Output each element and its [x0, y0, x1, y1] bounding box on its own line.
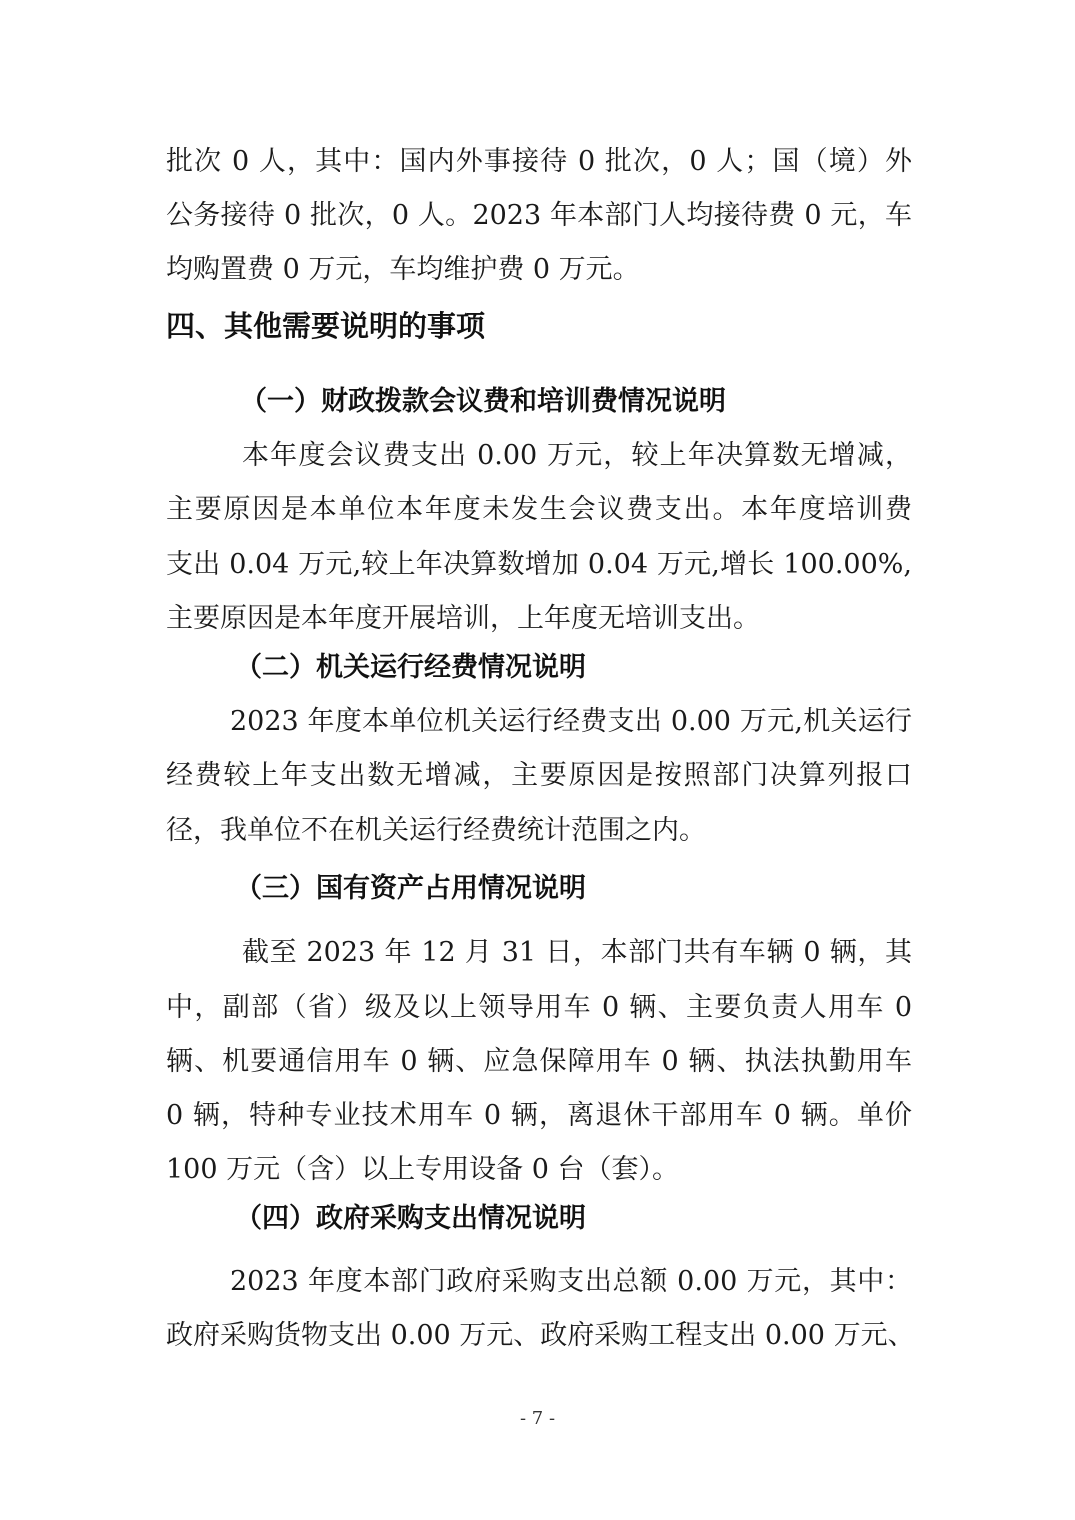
paragraph-line: 2023 年度本单位机关运行经费支出 0.00 万元,机关运行 [230, 706, 912, 737]
paragraph-line: 中，副部（省）级及以上领导用车 0 辆、主要负责人用车 0 [166, 992, 912, 1023]
paragraph-line: 2023 年度本部门政府采购支出总额 0.00 万元，其中： [230, 1266, 912, 1297]
paragraph-line: 经费较上年支出数无增减，主要原因是按照部门决算列报口 [166, 760, 912, 791]
page-number: - 7 - [519, 1408, 556, 1429]
paragraph-line: 政府采购货物支出 0.00 万元、政府采购工程支出 0.00 万元、 [166, 1320, 915, 1351]
paragraph-line: 均购置费 0 万元，车均维护费 0 万元。 [166, 254, 640, 285]
paragraph-line: 径，我单位不在机关运行经费统计范围之内。 [166, 815, 706, 846]
paragraph-line: 100 万元（含）以上专用设备 0 台（套）。 [166, 1154, 679, 1185]
subsection-heading: （一）财政拨款会议费和培训费情况说明 [240, 386, 726, 417]
section-heading: 四、其他需要说明的事项 [166, 309, 486, 343]
paragraph-line: 本年度会议费支出 0.00 万元，较上年决算数无增减， [242, 440, 912, 471]
subsection-heading: （二）机关运行经费情况说明 [235, 652, 586, 683]
subsection-heading: （四）政府采购支出情况说明 [235, 1203, 586, 1234]
paragraph-line: 批次 0 人，其中：国内外事接待 0 批次，0 人；国（境）外 [166, 146, 912, 177]
paragraph-line: 主要原因是本单位本年度未发生会议费支出。本年度培训费 [166, 494, 912, 525]
subsection-heading: （三）国有资产占用情况说明 [235, 873, 586, 904]
paragraph-line: 公务接待 0 批次，0 人。2023 年本部门人均接待费 0 元，车 [166, 200, 912, 231]
paragraph-line: 主要原因是本年度开展培训，上年度无培训支出。 [166, 603, 760, 634]
paragraph-line: 截至 2023 年 12 月 31 日，本部门共有车辆 0 辆，其 [242, 937, 912, 968]
paragraph-line: 辆、机要通信用车 0 辆、应急保障用车 0 辆、执法执勤用车 [166, 1046, 912, 1077]
paragraph-line: 支出 0.04 万元,较上年决算数增加 0.04 万元,增长 100.00%, [166, 549, 912, 580]
paragraph-line: 0 辆，特种专业技术用车 0 辆，离退休干部用车 0 辆。单价 [166, 1100, 912, 1131]
